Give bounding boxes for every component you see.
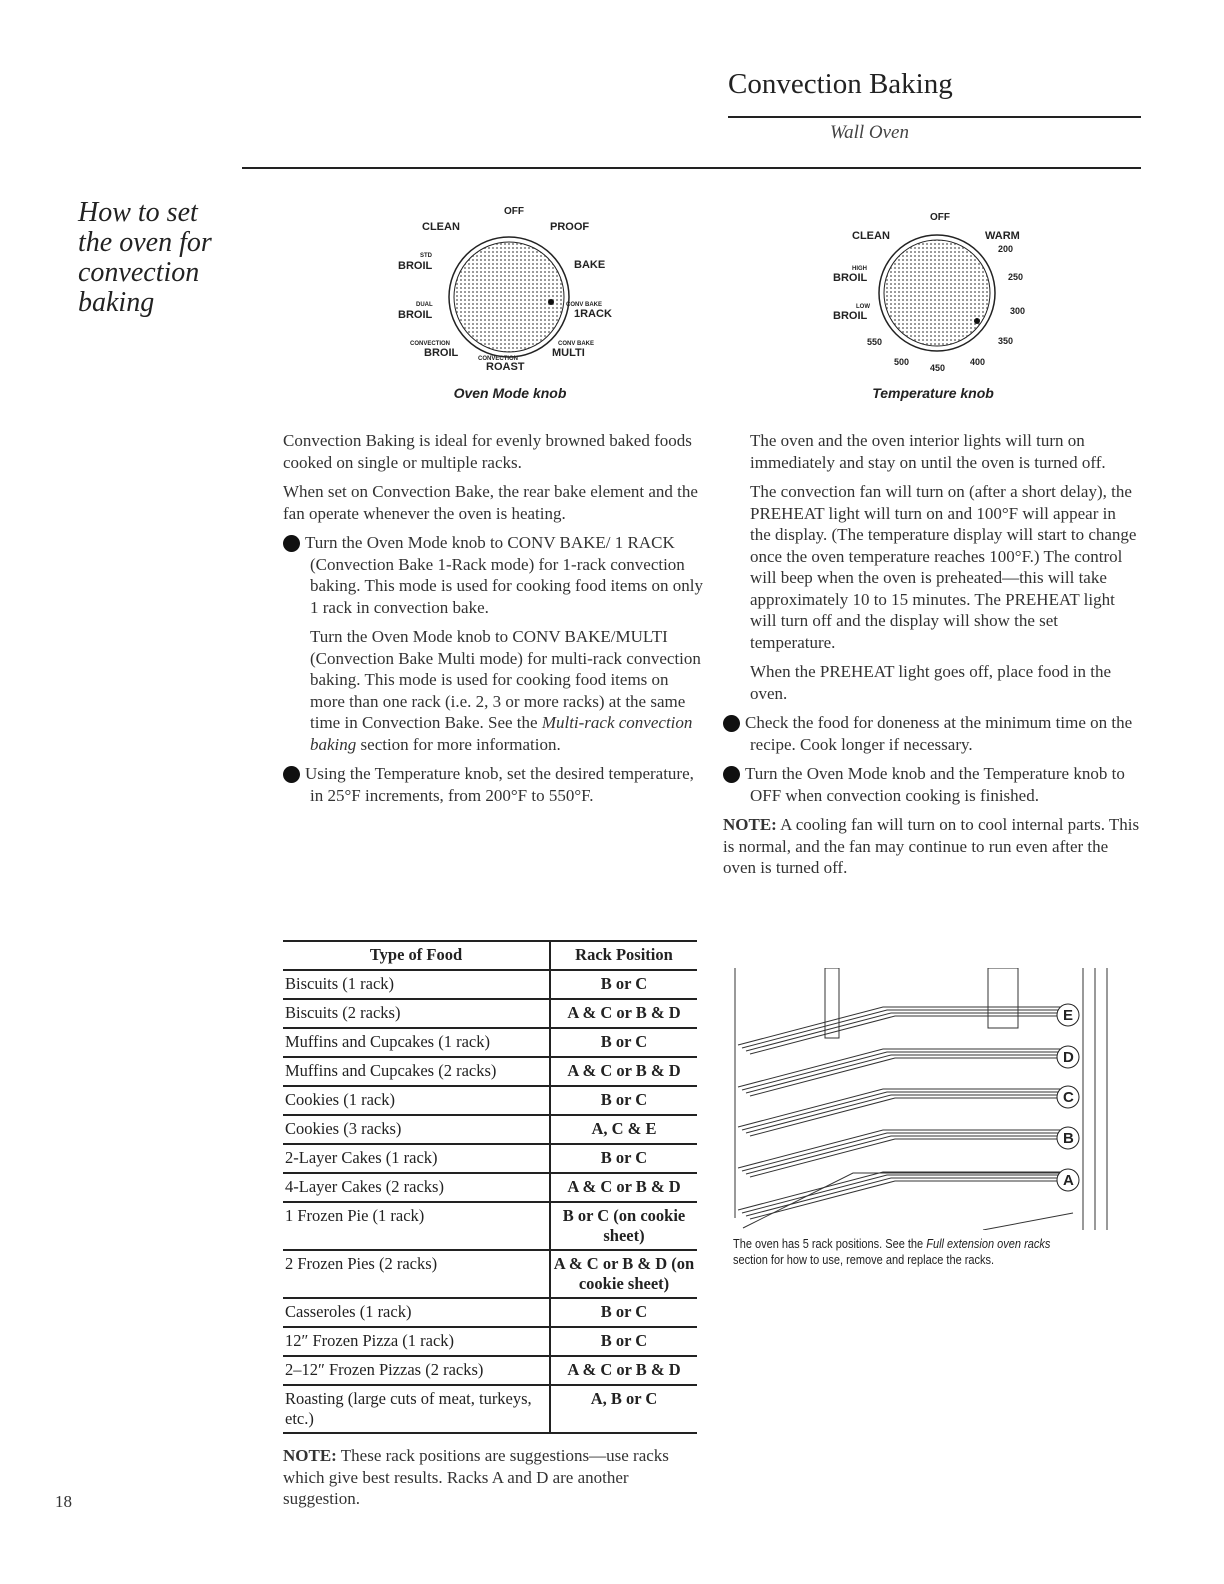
- table-row: [283, 1144, 697, 1173]
- food-type-cell: Muffins and Cupcakes (1 rack): [283, 1028, 550, 1057]
- rack-position-cell: A & C or B & D: [550, 1173, 697, 1202]
- table-row: [283, 1385, 697, 1433]
- temperature-knob-illustration: [830, 195, 1050, 385]
- food-type-cell: Roasting (large cuts of meat, turkeys, etc.): [283, 1385, 550, 1433]
- step-number-icon: 3: [723, 715, 740, 732]
- step-text: Turn the Oven Mode knob to CONV BAKE/ 1 RACK (Convection Bake 1-Rack mode) for 1-rack convection baking. This mode is used for cooking food items on only 1 rack in convection bake.: [305, 533, 704, 617]
- knob-label: OFF: [504, 206, 524, 217]
- table-row: [283, 1086, 697, 1115]
- oven-rack-illustration: [733, 968, 1118, 1230]
- rack-position-cell: B or C: [550, 970, 697, 999]
- cooling-fan-note: [723, 814, 1140, 879]
- knob-label: CONVECTION: [410, 341, 451, 347]
- table-row: [283, 1327, 697, 1356]
- food-type-cell: 12″ Frozen Pizza (1 rack): [283, 1327, 550, 1356]
- rack-wire: [746, 1136, 1063, 1174]
- step-4: [714, 763, 1140, 806]
- knob-label: 500: [894, 357, 910, 367]
- food-type-cell: 2-Layer Cakes (1 rack): [283, 1144, 550, 1173]
- knob-label: MULTI: [552, 347, 585, 359]
- step-text: section for more information.: [356, 734, 561, 754]
- food-type-cell: 1 Frozen Pie (1 rack): [283, 1202, 550, 1250]
- temperature-knob-caption: Temperature knob: [872, 385, 994, 401]
- step-text: Turn the Oven Mode knob to CONV BAKE/MULTI (Convection Bake Multi mode) for multi-rack convection baking. This mode is used for cooking food items on more than one rack (i.e. 2, 3 or more racks) at the same time in Convection Bake. See the: [310, 627, 701, 732]
- rack-wire: [746, 1013, 1063, 1051]
- step-text: Turn the Oven Mode knob and the Temperature knob to OFF when convection cooking is finished.: [745, 764, 1125, 805]
- knob-label: DUAL: [416, 302, 433, 308]
- table-note: [283, 1445, 703, 1510]
- paragraph: Convection Baking is ideal for evenly browned baked foods cooked on single or multiple racks.: [283, 431, 692, 472]
- rack-position-letter: D: [1063, 1049, 1074, 1066]
- table-row: [283, 1202, 697, 1250]
- step-number-icon: 1: [283, 535, 300, 552]
- table-row: [283, 970, 697, 999]
- oven-mode-knob-caption: Oven Mode knob: [453, 385, 567, 401]
- knob-label: WARM: [985, 230, 1020, 242]
- rack-wire: [746, 1095, 1063, 1133]
- section-heading: [78, 198, 212, 318]
- table-row: [283, 999, 697, 1028]
- rack-wire: [750, 1139, 1063, 1177]
- knob-label: 300: [1010, 306, 1026, 316]
- knob-label: 400: [970, 357, 986, 367]
- food-type-cell: Cookies (3 racks): [283, 1115, 550, 1144]
- note-label: NOTE:: [723, 815, 777, 834]
- column-header: Type of Food: [283, 941, 550, 970]
- knob-label: 450: [930, 363, 946, 373]
- step-2: [274, 763, 703, 806]
- food-type-cell: 2 Frozen Pies (2 racks): [283, 1250, 550, 1298]
- page-subtitle: Wall Oven: [830, 122, 909, 143]
- rack-wire: [746, 1178, 1063, 1216]
- rack-illustration-caption: [733, 1236, 1050, 1268]
- step-number-icon: 2: [283, 766, 300, 783]
- knob-label: CONVECTION: [478, 356, 519, 362]
- knob-label: 1RACK: [574, 308, 612, 320]
- oven-mode-knob-illustration: [380, 195, 640, 385]
- knob-label: BROIL: [833, 310, 868, 322]
- knob-label: CONV BAKE: [566, 302, 603, 308]
- rack-position-cell: B or C: [550, 1298, 697, 1327]
- knob-label: LOW: [856, 304, 870, 310]
- step-1: [274, 532, 704, 618]
- note-text: These rack positions are suggestions—use racks which give best results. Racks A and D are another suggestion.: [283, 1446, 669, 1508]
- rack-position-cell: A & C or B & D: [550, 999, 697, 1028]
- knob-label: BROIL: [833, 272, 868, 284]
- heading-line: How to set: [78, 197, 198, 228]
- rack-position-cell: B or C (on cookie sheet): [550, 1202, 697, 1250]
- rack-position-cell: A & C or B & D: [550, 1356, 697, 1385]
- step-3: [714, 712, 1140, 755]
- rack-wire: [750, 1181, 1063, 1219]
- heading-line: the oven for: [78, 227, 212, 258]
- paragraph: The oven and the oven interior lights will turn on immediately and stay on until the oven is turned off.: [750, 431, 1106, 472]
- food-type-cell: 4-Layer Cakes (2 racks): [283, 1173, 550, 1202]
- food-type-cell: Casseroles (1 rack): [283, 1298, 550, 1327]
- column-header: Rack Position: [550, 941, 697, 970]
- note-text: A cooling fan will turn on to cool internal parts. This is normal, and the fan may continue to run even after the oven is turned off.: [723, 815, 1140, 877]
- rack-position-table: [283, 940, 697, 1434]
- rack-position-cell: B or C: [550, 1086, 697, 1115]
- paragraph: When set on Convection Bake, the rear bake element and the fan operate whenever the oven is heating.: [283, 482, 698, 523]
- section-reference: Full extension oven racks: [926, 1237, 1051, 1251]
- rack-wire: [750, 1016, 1063, 1054]
- knob-label: 550: [867, 337, 883, 347]
- step-number-icon: 4: [723, 766, 740, 783]
- knob-label: ROAST: [486, 361, 525, 373]
- paragraph: The convection fan will turn on (after a short delay), the PREHEAT light will turn on and 100°F will appear in the display. (The temperature display will start to change once the oven temperature reaches 100°F.) The control will beep when the oven is preheated—this will take approximately 10 to 15 minutes. The PREHEAT light will turn off and the display will show the set temperature.: [750, 482, 1137, 652]
- knob-label: 350: [998, 336, 1014, 346]
- rack-position-cell: B or C: [550, 1144, 697, 1173]
- knob-label: 200: [998, 244, 1014, 254]
- knob-label: BROIL: [398, 260, 433, 272]
- rack-wire: [746, 1055, 1063, 1093]
- knob-label: BROIL: [398, 309, 433, 321]
- paragraph: When the PREHEAT light goes off, place food in the oven.: [750, 662, 1112, 703]
- knob-label: BAKE: [574, 259, 606, 271]
- knob-label: BROIL: [424, 347, 459, 359]
- knob-label: CLEAN: [422, 221, 460, 233]
- rack-position-letter: A: [1063, 1172, 1074, 1189]
- heading-line: baking: [78, 287, 155, 318]
- note-label: NOTE:: [283, 1446, 337, 1465]
- knob-label: OFF: [930, 212, 950, 223]
- knob-label: 250: [1008, 272, 1024, 282]
- table-row: [283, 1115, 697, 1144]
- table-row: [283, 1028, 697, 1057]
- food-type-cell: Biscuits (2 racks): [283, 999, 550, 1028]
- rack-wire: [750, 1058, 1063, 1096]
- left-column: [274, 430, 704, 814]
- rack-position-cell: B or C: [550, 1327, 697, 1356]
- food-type-cell: 2–12″ Frozen Pizzas (2 racks): [283, 1356, 550, 1385]
- rack-position-letter: E: [1063, 1007, 1074, 1024]
- header-rule: [242, 167, 1141, 169]
- rack-position-cell: A, C & E: [550, 1115, 697, 1144]
- knob-label: CONV BAKE: [558, 341, 595, 347]
- page-title: Convection Baking: [728, 68, 953, 100]
- page-number: 18: [55, 1492, 72, 1511]
- title-rule: [728, 116, 1141, 118]
- rack-position-cell: A & C or B & D: [550, 1057, 697, 1086]
- food-type-cell: Cookies (1 rack): [283, 1086, 550, 1115]
- table-row: [283, 1356, 697, 1385]
- section-reference: Multi-rack convection baking: [310, 713, 693, 754]
- knob-label: PROOF: [550, 221, 590, 233]
- step-text: Using the Temperature knob, set the desired temperature, in 25°F increments, from 200°F to 550°F.: [305, 764, 694, 805]
- table-row: [283, 1173, 697, 1202]
- table-row: [283, 1250, 697, 1298]
- table-row: [283, 1298, 697, 1327]
- food-type-cell: Muffins and Cupcakes (2 racks): [283, 1057, 550, 1086]
- heading-line: convection: [78, 257, 200, 288]
- rack-position-cell: A, B or C: [550, 1385, 697, 1433]
- rack-position-cell: A & C or B & D (on cookie sheet): [550, 1250, 697, 1298]
- rack-position-cell: B or C: [550, 1028, 697, 1057]
- table-row: [283, 1057, 697, 1086]
- caption-text: section for how to use, remove and replace the racks.: [733, 1253, 995, 1267]
- knob-label: HIGH: [852, 266, 867, 272]
- rack-position-letter: C: [1063, 1089, 1074, 1106]
- rack-position-letter: B: [1063, 1130, 1074, 1147]
- step-text: Check the food for doneness at the minimum time on the recipe. Cook longer if necessary.: [745, 713, 1133, 754]
- caption-text: The oven has 5 rack positions. See the: [733, 1237, 927, 1251]
- knob-label: STD: [420, 253, 432, 259]
- step-1b: [283, 626, 703, 755]
- right-column: [714, 430, 1140, 887]
- knob-label: CLEAN: [852, 230, 890, 242]
- food-type-cell: Biscuits (1 rack): [283, 970, 550, 999]
